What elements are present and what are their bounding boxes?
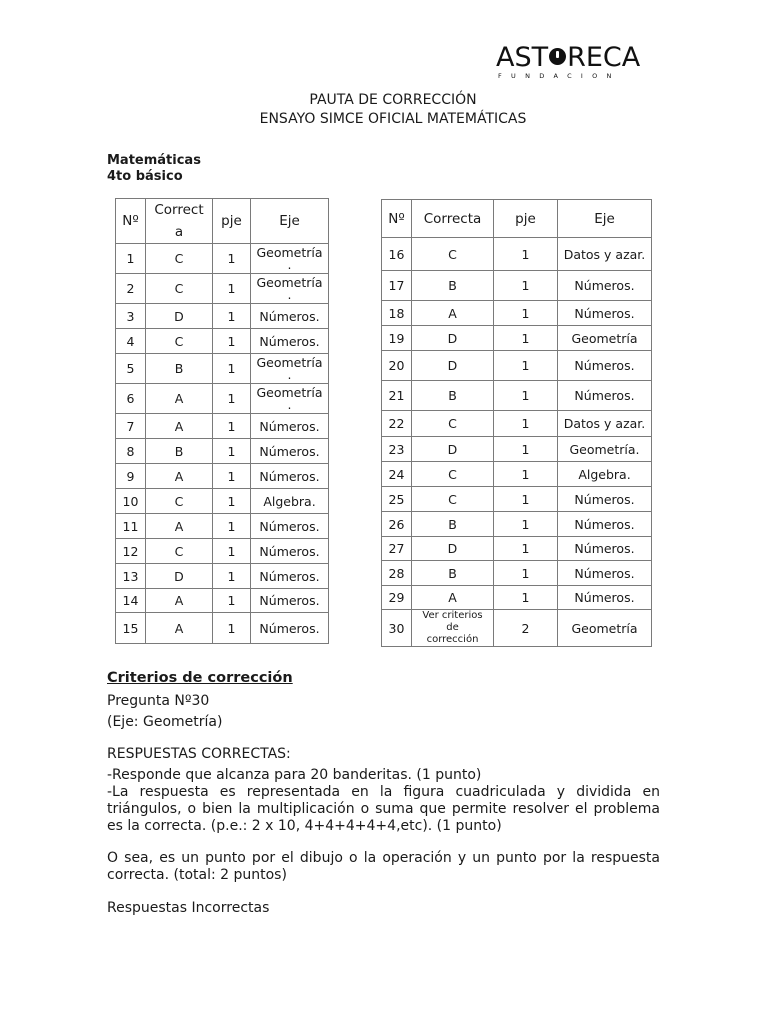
score: 1	[213, 274, 251, 304]
score: 1	[494, 381, 558, 411]
table-row	[116, 564, 329, 589]
axis	[251, 244, 329, 274]
axis: Geometría	[558, 326, 652, 351]
question-number: 6	[116, 384, 146, 414]
score: 1	[213, 439, 251, 464]
correct-answer: D	[146, 304, 213, 329]
question-number: 24	[382, 462, 412, 487]
table-row	[382, 462, 652, 487]
criteria-axis: (Eje: Geometría)	[107, 714, 223, 730]
criteria-bullet-1: -Responde que alcanza para 20 banderitas. (1 punto)	[107, 767, 482, 783]
table-row	[382, 561, 652, 586]
header-correct: Correcta	[412, 200, 494, 238]
score: 1	[494, 351, 558, 381]
axis: Números.	[558, 537, 652, 561]
table-row	[116, 514, 329, 539]
score: 1	[213, 414, 251, 439]
axis-line-2: .	[287, 286, 292, 302]
correct-answer: A	[146, 613, 213, 644]
axis: Números.	[558, 381, 652, 411]
axis: Números.	[251, 514, 329, 539]
correct-answer: C	[146, 539, 213, 564]
question-number: 27	[382, 537, 412, 561]
score: 1	[494, 271, 558, 301]
correct-answer: B	[412, 561, 494, 586]
criteria-summary: O sea, es un punto por el dibujo o la operación y un punto por la respuesta correcta. (total: 2 puntos)	[107, 850, 660, 883]
axis-line-1: Geometría	[256, 244, 323, 260]
axis: Números.	[251, 414, 329, 439]
correct-answer: A	[146, 384, 213, 414]
correct-answer: A	[146, 514, 213, 539]
table-row	[116, 589, 329, 613]
table-row	[382, 537, 652, 561]
score: 1	[213, 464, 251, 489]
score: 1	[213, 329, 251, 354]
axis-line-1: Geometría	[256, 384, 323, 400]
question-number: 21	[382, 381, 412, 411]
question-number: 12	[116, 539, 146, 564]
correct-answer: A	[146, 464, 213, 489]
table-row	[116, 244, 329, 274]
logo-o-mark-icon	[549, 48, 566, 65]
axis: Números.	[251, 589, 329, 613]
axis: Números.	[251, 464, 329, 489]
answer-table-left	[115, 198, 329, 644]
header-axis: Eje	[251, 199, 329, 244]
score: 1	[494, 561, 558, 586]
correct-answer: C	[146, 489, 213, 514]
table-row	[382, 512, 652, 537]
table-row	[116, 414, 329, 439]
table-row	[382, 326, 652, 351]
astoreca-logo	[496, 42, 641, 80]
question-number: 14	[116, 589, 146, 613]
header-score: pje	[213, 199, 251, 244]
question-number: 23	[382, 437, 412, 462]
correct-answer: A	[412, 586, 494, 610]
table-header-row	[382, 200, 652, 238]
table-row	[116, 489, 329, 514]
axis: Algebra.	[251, 489, 329, 514]
question-number: 13	[116, 564, 146, 589]
axis: Geometría.	[558, 437, 652, 462]
table-row	[116, 439, 329, 464]
question-number: 28	[382, 561, 412, 586]
score: 1	[213, 539, 251, 564]
table-row	[382, 271, 652, 301]
correct-answer: C	[146, 274, 213, 304]
logo-wordmark	[496, 42, 641, 73]
score: 1	[213, 589, 251, 613]
question-number: 4	[116, 329, 146, 354]
page-subtitle: ENSAYO SIMCE OFICIAL MATEMÁTICAS	[259, 111, 527, 127]
table-row	[382, 610, 652, 647]
question-number: 5	[116, 354, 146, 384]
correct-answer: C	[146, 244, 213, 274]
table-row	[382, 487, 652, 512]
subject-block	[107, 153, 201, 185]
correct-answer: C	[412, 238, 494, 271]
correct-answer: C	[412, 462, 494, 487]
criteria-question: Pregunta Nº30	[107, 693, 210, 709]
axis: Datos y azar.	[558, 411, 652, 437]
correct-answer: A	[146, 414, 213, 439]
score: 1	[494, 238, 558, 271]
axis-line-1: Geometría	[256, 274, 323, 290]
table-row	[116, 464, 329, 489]
correct-answer: A	[146, 589, 213, 613]
axis: Números.	[251, 439, 329, 464]
incorrect-answers-heading: Respuestas Incorrectas	[107, 900, 270, 916]
axis: Números.	[558, 487, 652, 512]
question-number: 19	[382, 326, 412, 351]
table-header-row	[116, 199, 329, 244]
question-number: 16	[382, 238, 412, 271]
score: 1	[213, 564, 251, 589]
question-number: 9	[116, 464, 146, 489]
question-number: 17	[382, 271, 412, 301]
correct-answer: B	[412, 512, 494, 537]
score: 1	[494, 487, 558, 512]
question-number: 11	[116, 514, 146, 539]
grade-level: 4to básico	[107, 169, 183, 184]
question-number: 10	[116, 489, 146, 514]
criteria-title: Criterios de corrección	[107, 670, 293, 686]
axis: Números.	[251, 564, 329, 589]
question-number: 3	[116, 304, 146, 329]
correct-answer-line: de	[446, 622, 459, 633]
axis: Números.	[558, 512, 652, 537]
question-number: 29	[382, 586, 412, 610]
correct-answer: B	[412, 381, 494, 411]
header-correct-line2: a	[174, 224, 184, 240]
table-row	[116, 274, 329, 304]
axis-line-2: .	[287, 366, 292, 382]
correct-answer: D	[412, 437, 494, 462]
score: 1	[494, 301, 558, 326]
table-row	[382, 411, 652, 437]
logo-text-left: AST	[496, 42, 549, 73]
table-row	[116, 354, 329, 384]
table-row	[382, 381, 652, 411]
score: 1	[494, 537, 558, 561]
axis-line-1: Geometría	[256, 354, 323, 370]
axis: Números.	[251, 304, 329, 329]
score: 2	[494, 610, 558, 647]
score: 1	[213, 613, 251, 644]
question-number: 30	[382, 610, 412, 647]
correct-answer-line: corrección	[426, 634, 479, 645]
correct-answers-heading: RESPUESTAS CORRECTAS:	[107, 746, 291, 762]
axis: Números.	[251, 539, 329, 564]
question-number: 15	[116, 613, 146, 644]
table-row	[116, 304, 329, 329]
subject-name: Matemáticas	[107, 153, 201, 168]
score: 1	[494, 437, 558, 462]
score: 1	[213, 384, 251, 414]
axis-line-2: .	[287, 396, 292, 412]
score: 1	[494, 512, 558, 537]
logo-text-right: RECA	[567, 42, 641, 73]
correct-answer: A	[412, 301, 494, 326]
score: 1	[494, 326, 558, 351]
score: 1	[213, 244, 251, 274]
question-number: 18	[382, 301, 412, 326]
score: 1	[213, 304, 251, 329]
axis: Números.	[558, 586, 652, 610]
question-number: 25	[382, 487, 412, 512]
axis: Datos y azar.	[558, 238, 652, 271]
table-row	[382, 351, 652, 381]
question-number: 22	[382, 411, 412, 437]
correct-answer: B	[412, 271, 494, 301]
axis: Números.	[251, 613, 329, 644]
table-row	[116, 613, 329, 644]
header-correct	[146, 199, 213, 244]
axis	[251, 354, 329, 384]
axis: Geometría	[558, 610, 652, 647]
axis	[251, 274, 329, 304]
score: 1	[494, 411, 558, 437]
correct-answer: B	[146, 439, 213, 464]
correct-answer: C	[412, 487, 494, 512]
logo-subtitle: FUNDACION	[498, 72, 621, 80]
table-row	[382, 301, 652, 326]
axis: Números.	[558, 561, 652, 586]
header-correct-line1: Correct	[154, 202, 204, 218]
axis: Algebra.	[558, 462, 652, 487]
score: 1	[494, 586, 558, 610]
correct-answer: C	[412, 411, 494, 437]
axis: Números.	[558, 351, 652, 381]
table-row	[116, 539, 329, 564]
table-row	[382, 238, 652, 271]
correct-answer: D	[412, 537, 494, 561]
table-row	[382, 586, 652, 610]
axis: Números.	[558, 271, 652, 301]
axis: Números.	[558, 301, 652, 326]
table-row	[116, 384, 329, 414]
correct-answer-line: Ver criterios	[422, 610, 483, 621]
answer-table-right	[381, 199, 652, 647]
score: 1	[494, 462, 558, 487]
table-row	[382, 437, 652, 462]
header-number: Nº	[382, 200, 412, 238]
axis	[251, 384, 329, 414]
score: 1	[213, 489, 251, 514]
correct-answer: B	[146, 354, 213, 384]
score: 1	[213, 354, 251, 384]
page-title: PAUTA DE CORRECCIÓN	[309, 92, 477, 108]
axis: Números.	[251, 329, 329, 354]
question-number: 2	[116, 274, 146, 304]
question-number: 8	[116, 439, 146, 464]
correct-answer: D	[412, 326, 494, 351]
question-number: 7	[116, 414, 146, 439]
question-number: 20	[382, 351, 412, 381]
question-number: 1	[116, 244, 146, 274]
criteria-bullet-2: -La respuesta es representada en la figura cuadriculada y dividida en triángulos, o bien la multiplicación o suma que permite resolver el problema es la correcta. (p.e.: 2 x 10, 4+4+4+4+4,etc). (1 punto)	[107, 784, 660, 834]
header-number: Nº	[116, 199, 146, 244]
correct-answer: C	[146, 329, 213, 354]
score: 1	[213, 514, 251, 539]
header-score: pje	[494, 200, 558, 238]
correct-answer: D	[412, 351, 494, 381]
correct-answer: D	[146, 564, 213, 589]
question-number: 26	[382, 512, 412, 537]
table-row	[116, 329, 329, 354]
correct-answer	[412, 610, 494, 647]
header-axis: Eje	[558, 200, 652, 238]
axis-line-2: .	[287, 256, 292, 272]
